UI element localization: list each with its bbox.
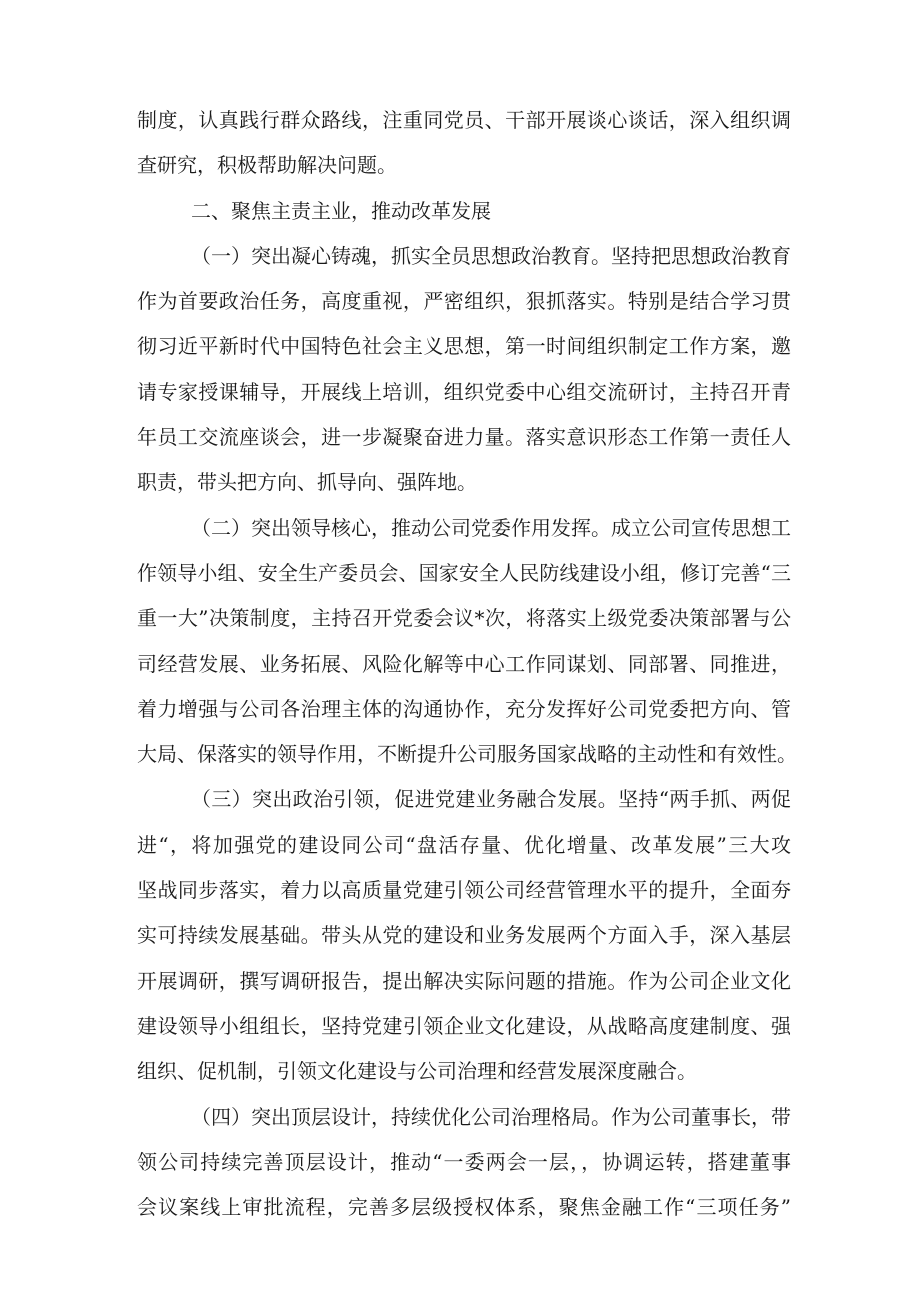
text-line: 进“，将加强党的建设同公司“盘活存量、优化增量、改革发展”三大攻 <box>137 832 791 857</box>
text-line: 领公司持续完善顶层设计，推动“一委两会一层，，协调运转，搭建董事 <box>137 1149 791 1174</box>
text-line: 会议案线上审批流程，完善多层级授权体系，聚焦金融工作“三项任务” <box>137 1195 791 1220</box>
text-line: 着力增强与公司各治理主体的沟通协作，充分发挥好公司党委把方向、管 <box>137 696 791 721</box>
text-line: （三）突出政治引领，促进党建业务融合发展。坚持“两手抓、两促 <box>191 787 791 812</box>
text-line: 查研究，积极帮助解决问题。 <box>137 153 397 178</box>
section-heading <box>137 189 791 234</box>
paragraph-3 <box>137 777 791 1094</box>
text-line: （四）突出顶层设计，持续优化公司治理格局。作为公司董事长，带 <box>191 1104 791 1129</box>
paragraph-continuation <box>137 98 791 189</box>
text-line: 制度，认真践行群众路线，注重同党员、干部开展谈心谈话，深入组织调 <box>137 108 791 132</box>
text-line: 重一大”决策制度，主持召开党委会议*次，将落实上级党委决策部署与公 <box>137 606 791 631</box>
text-line: 年员工交流座谈会，进一步凝聚奋进力量。落实意识形态工作第一责任人 <box>137 425 791 450</box>
text-line: 请专家授课辅导，开展线上培训，组织党委中心组交流研讨，主持召开青 <box>137 379 791 404</box>
text-line: 组织、促机制，引领文化建设与公司治理和经营发展深度融合。 <box>137 1059 697 1084</box>
text-line: （一）突出凝心铸魂，抓实全员思想政治教育。坚持把思想政治教育 <box>191 243 791 268</box>
text-line: 职责，带头把方向、抓导向、强阵地。 <box>137 470 477 495</box>
text-line: 大局、保落实的领导作用，不断提升公司服务国家战略的主动性和有效性。 <box>137 742 797 767</box>
text-line: 建设领导小组组长，坚持党建引领企业文化建设，从战略高度建制度、强 <box>137 1013 791 1038</box>
text-line: 彻习近平新时代中国特色社会主义思想，第一时间组织制定工作方案，邀 <box>137 334 791 359</box>
text-line: 司经营发展、业务拓展、风险化解等中心工作同谋划、同部署、同推进， <box>137 651 791 676</box>
text-line: 开展调研，撰写调研报告，提出解决实际问题的措施。作为公司企业文化 <box>137 968 791 993</box>
text-line: （二）突出领导核心，推动公司党委作用发挥。成立公司宣传思想工 <box>191 515 791 540</box>
paragraph-4 <box>137 1095 791 1231</box>
text-line: 坚战同步落实，着力以高质量党建引领公司经营管理水平的提升，全面夯 <box>137 878 791 903</box>
text-line: 作为首要政治任务，高度重视，严密组织，狠抓落实。特别是结合学习贯 <box>137 289 791 314</box>
document-body <box>137 98 797 1230</box>
text-line: 作领导小组、安全生产委员会、国家安全人民防线建设小组，修订完善“三 <box>137 560 791 585</box>
heading-text: 二、聚焦主责主业，推动改革发展 <box>191 198 491 223</box>
paragraph-2 <box>137 506 797 778</box>
text-line: 实可持续发展基础。带头从党的建设和业务发展两个方面入手，深入基层 <box>137 923 791 948</box>
paragraph-1 <box>137 234 791 506</box>
